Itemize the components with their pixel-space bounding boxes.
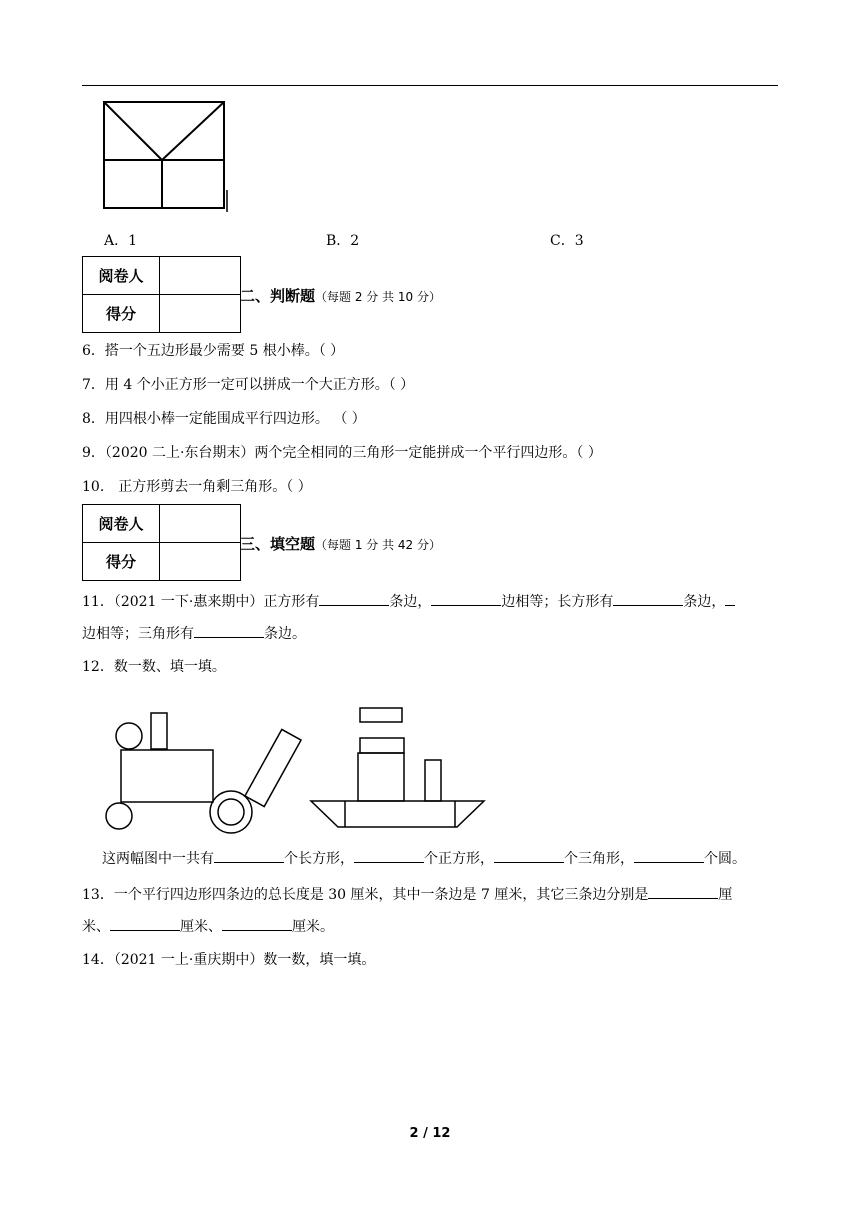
- question-11-line1: 11．（2021 一下·惠来期中）正方形有 条边， 边相等；长方形有 条边，: [82, 591, 735, 612]
- section2-note: （每题 2 分 共 10 分）: [315, 290, 441, 304]
- answer-blank[interactable]: [634, 848, 704, 863]
- q5-figure: [100, 100, 232, 214]
- question-12-stem: 12．数一数、填一填。: [82, 659, 226, 675]
- reviewer-label: 阅卷人: [83, 257, 160, 295]
- tractor-arm: [245, 729, 301, 806]
- tractor-big-wheel-outer: [210, 791, 252, 833]
- answer-blank[interactable]: [222, 916, 292, 931]
- score-label: 得分: [83, 295, 160, 333]
- question-14: 14．（2021 一上·重庆期中）数一数，填一填。: [82, 952, 376, 968]
- answer-blank[interactable]: [214, 848, 284, 863]
- answer-blank[interactable]: [319, 591, 389, 606]
- question-10: 10． 正方形剪去一角剩三角形。（ ）: [82, 479, 312, 495]
- tractor-top-circle: [116, 723, 142, 749]
- question-13-line2: 米、 厘米、 厘米。: [82, 916, 334, 937]
- score-box-section3: [82, 504, 241, 581]
- option-b: B．2: [326, 233, 360, 249]
- question-12-answer: 这两幅图中一共有 个长方形， 个正方形， 个三角形， 个圆。: [102, 848, 746, 869]
- q12-figures: [100, 700, 490, 838]
- answer-blank[interactable]: [494, 848, 564, 863]
- score-cell: [160, 295, 241, 333]
- boat-hull: [311, 801, 484, 827]
- answer-blank[interactable]: [725, 591, 735, 606]
- answer-blank[interactable]: [354, 848, 424, 863]
- section3-note: （每题 1 分 共 42 分）: [315, 538, 441, 552]
- boat-cabin: [358, 753, 404, 801]
- tractor-small-wheel: [106, 803, 132, 829]
- question-8: 8．用四根小棒一定能围成平行四边形。 （ ）: [82, 411, 366, 427]
- answer-blank[interactable]: [194, 623, 264, 638]
- reviewer-cell: [160, 505, 241, 543]
- tractor-big-wheel-inner: [218, 799, 244, 825]
- question-6: 6．搭一个五边形最少需要 5 根小棒。（ ）: [82, 343, 345, 359]
- question-7: 7．用 4 个小正方形一定可以拼成一个大正方形。（ ）: [82, 377, 415, 393]
- answer-blank[interactable]: [613, 591, 683, 606]
- option-a: A．1: [104, 233, 138, 249]
- question-11-line2: 边相等；三角形有 条边。: [82, 623, 306, 644]
- question-13-line1: 13．一个平行四边形四条边的总长度是 30 厘米，其中一条边是 7 厘米，其它三条边分别是 厘: [82, 884, 732, 905]
- page-number: 2 / 12: [409, 1126, 451, 1141]
- tractor-chimney: [151, 713, 167, 749]
- boat-cabin-top: [360, 738, 404, 753]
- tractor-body: [121, 750, 213, 802]
- score-label: 得分: [83, 543, 160, 581]
- section3-title: 三、填空题: [240, 535, 316, 553]
- question-9: 9．（2020 二上·东台期末）两个完全相同的三角形一定能拼成一个平行四边形。（ ）: [82, 445, 602, 461]
- section2-heading: [240, 285, 441, 306]
- section3-heading: [240, 533, 441, 554]
- section2-title: 二、判断题: [240, 287, 316, 305]
- boat-mast: [425, 760, 441, 801]
- option-c: C．3: [550, 233, 584, 249]
- figure-left-diagonal: [104, 102, 162, 160]
- answer-blank[interactable]: [431, 591, 501, 606]
- header-rule: [82, 85, 778, 86]
- score-box-section2: [82, 256, 241, 333]
- figure-right-diagonal: [162, 102, 224, 160]
- answer-blank[interactable]: [110, 916, 180, 931]
- reviewer-cell: [160, 257, 241, 295]
- score-cell: [160, 543, 241, 581]
- reviewer-label: 阅卷人: [83, 505, 160, 543]
- answer-blank[interactable]: [648, 884, 718, 899]
- boat-top-block: [360, 708, 402, 722]
